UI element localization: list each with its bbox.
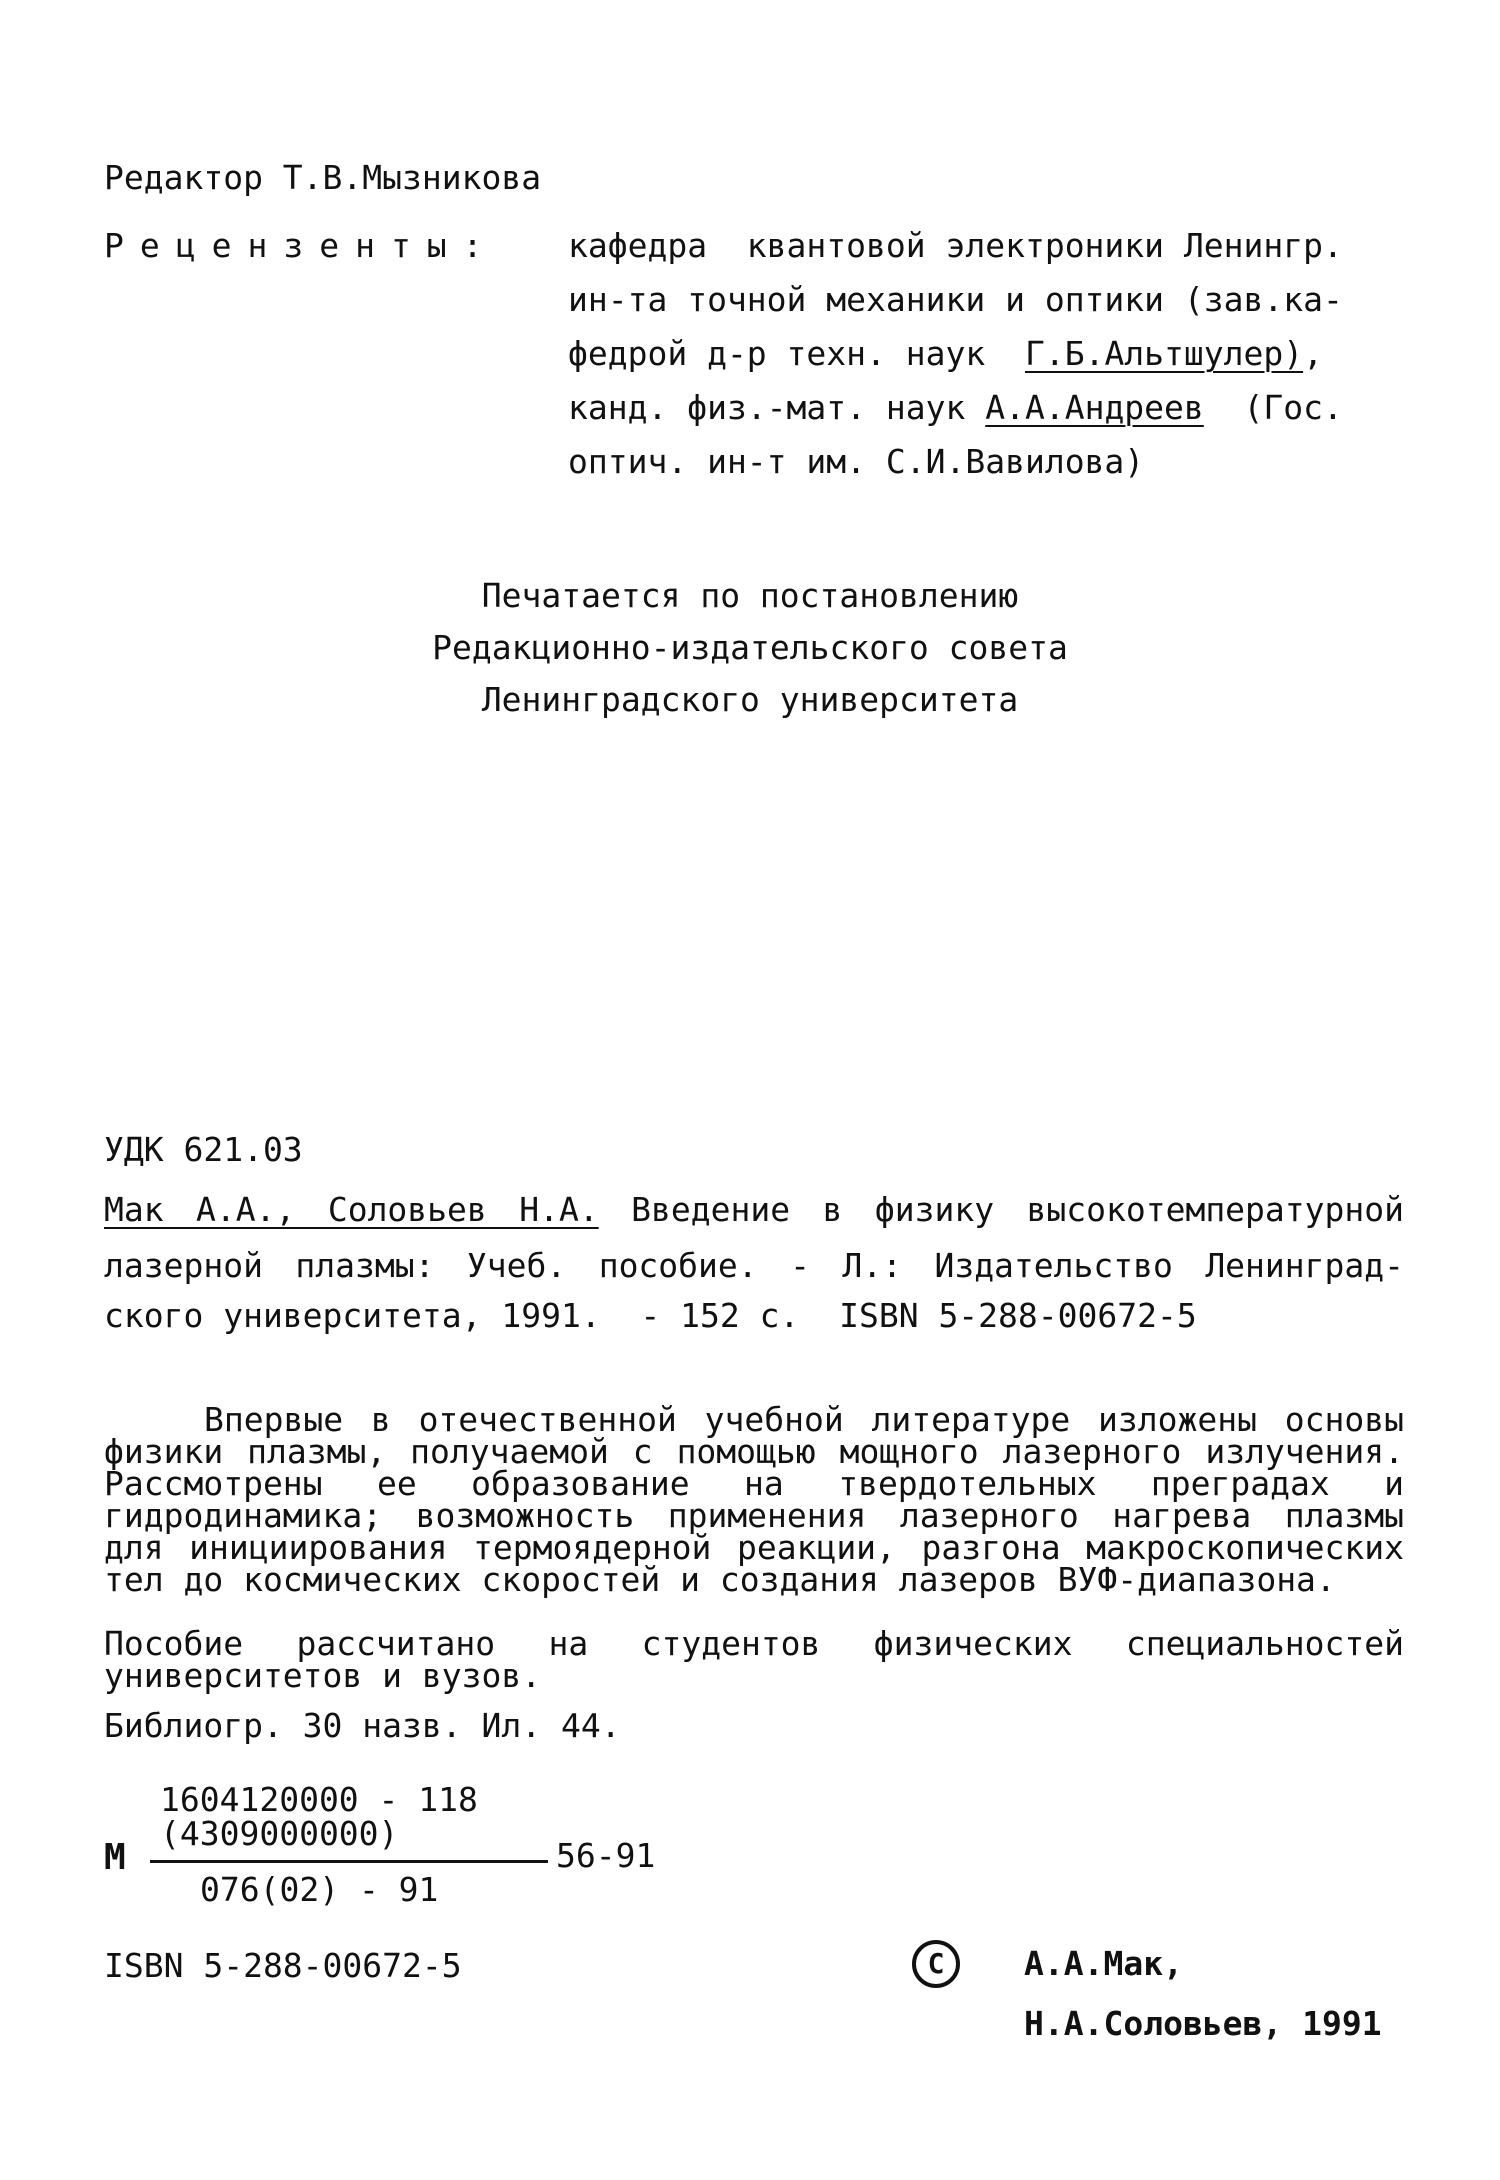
copyright-holder-1: А.А.Мак, — [1024, 1944, 1183, 1983]
imprint-line-1: Печатается по постановлению — [481, 576, 1019, 615]
fraction-bar — [150, 1860, 548, 1863]
reviewers-line-4 — [568, 388, 1343, 428]
editor-line: Редактор Т.В.Мызникова — [104, 158, 542, 197]
reviewers-line-3-comma: , — [1303, 334, 1323, 373]
copyright-holder-2: Н.А.Соловьев, 1991 — [1024, 2004, 1382, 2043]
catalog-denominator: 076(02) - 91 — [200, 1870, 439, 1909]
citation-title: Введение в физику высокотемпературной — [631, 1190, 1404, 1229]
reviewer-head-name: Г.Б.Альтшулер) — [1024, 334, 1304, 373]
reviewers-line-5: оптич. ин-т им. С.И.Вавилова) — [568, 442, 1145, 481]
bibliography-note: Библиогр. 30 назв. Ил. 44. — [104, 1706, 621, 1745]
catalog-right: 56-91 — [556, 1836, 656, 1875]
isbn-line: ISBN 5-288-00672-5 — [104, 1946, 462, 1985]
citation-authors: Мак А.А., Соловьев Н.А. — [104, 1190, 599, 1229]
reviewers-line-3-text: федрой д-р техн. наук — [568, 334, 1025, 373]
copyright-icon: C — [912, 1940, 960, 1988]
imprint-line-3: Ленинградского университета — [481, 680, 1019, 719]
reviewers-line-1: кафедра квантовой электроники Ленингр. — [568, 226, 1343, 265]
udk-code: УДК 621.03 — [104, 1130, 303, 1169]
reviewers-line-4-tail: (Гос. — [1203, 388, 1343, 427]
imprint-line-2: Редакционно-издательского совета — [432, 628, 1068, 667]
reviewers-line-3 — [568, 334, 1323, 374]
reviewers-line-4-text: канд. физ.-мат. наук — [568, 388, 986, 427]
citation-line-3: ского университета, 1991. - 152 с. ISBN 5-288-00672-5 — [104, 1296, 1197, 1335]
abstract-paragraph: Впервые в отечественной учебной литературе изложены основы физики плазмы, получаемой с помощью мощного лазерного излучения. Рассмотрены ее образование на твердотельных преградах и гидродинамика; возможность применения лазерного нагрева плазмы для инициирования термоядерной реакции, разгона макроскопических тел до космических скоростей и создания лазеров ВУФ-диапазона. — [104, 1400, 1404, 1599]
reviewers-line-2: ин-та точной механики и оптики (зав.ка- — [568, 280, 1343, 319]
catalog-letter: М — [104, 1837, 126, 1878]
reviewers-label: Рецензенты: — [104, 226, 499, 265]
catalog-numerator-2: (4309000000) — [160, 1814, 399, 1853]
catalog-numerator-1: 1604120000 - 118 — [160, 1780, 478, 1819]
reviewer-name: А.А.Андреев — [985, 388, 1204, 427]
abstract-audience: Пособие рассчитано на студентов физических специальностей университетов и вузов. — [104, 1624, 1404, 1695]
citation-line-1 — [104, 1186, 1404, 1234]
citation-line-2: лазерной плазмы: Учеб. пособие. - Л.: Издательство Ленинград- — [104, 1246, 1404, 1285]
